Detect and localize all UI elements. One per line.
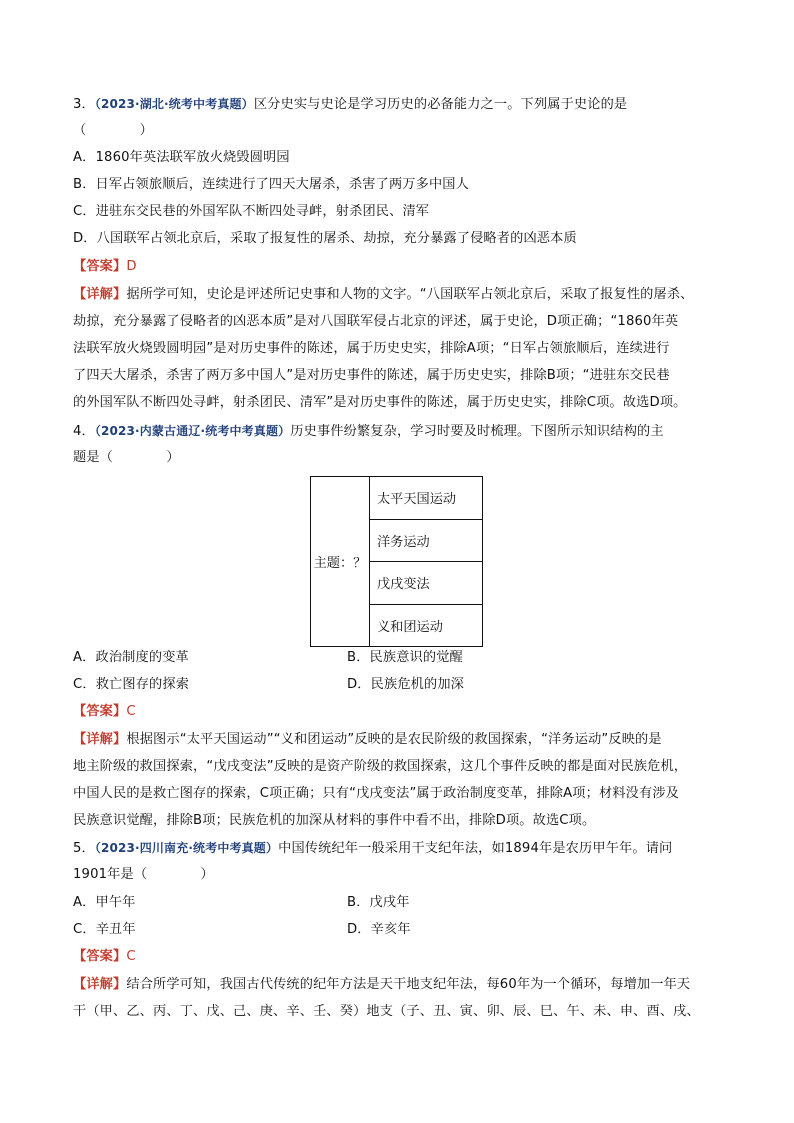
q3-detail-line-2: 劫掠，充分暴露了侵略者的凶恶本质”是对八国联军侵占北京的评述，属于史论，D项正确；“1860年英 [73, 314, 679, 329]
q5-source: （2023·四川南充·统考中考真题） [94, 841, 279, 855]
diagram-item-1: 太平天国运动 [370, 477, 483, 520]
q4-answer-value: C [126, 704, 136, 719]
q5-options-row-2 [73, 921, 733, 939]
q4-options-row-2 [73, 676, 733, 694]
q5-answer-tag: 【答案】 [73, 949, 127, 964]
q5-number: 5． [73, 841, 95, 856]
q4-option-a: A．政治制度的变革 [73, 650, 189, 665]
q3-answer [73, 258, 733, 276]
q4-answer [73, 703, 733, 721]
q3-detail-text: 据所学可知，史论是评述所记史事和人物的文字。“八国联军占领北京后，采取了报复性的屠杀、 [126, 287, 694, 302]
q4-options-row-1 [73, 649, 733, 667]
q4-detail-line-3: 中国人民的是救亡图存的探索，C项正确；只有“戊戌变法”属于政治制度变革，排除A项；材料没有涉及 [73, 786, 680, 801]
q5-detail-line-1 [73, 976, 733, 994]
q5-stem [73, 839, 733, 858]
q4-answer-tag: 【答案】 [73, 704, 127, 719]
q3-option-d: D．八国联军占领北京后，采取了报复性的屠杀、劫掠，充分暴露了侵略者的凶恶本质 [73, 231, 577, 246]
q5-option-b: B．戊戌年 [347, 895, 410, 910]
knowledge-structure-diagram [310, 476, 483, 647]
q3-detail-tag: 【详解】 [73, 287, 127, 302]
q3-number: 3． [73, 97, 95, 112]
q4-option-c: C．救亡图存的探索 [73, 677, 190, 692]
q3-option-b: B．日军占领旅顺后，连续进行了四天大屠杀，杀害了两万多中国人 [73, 177, 469, 192]
q3-blank: （ ） [73, 123, 154, 138]
q4-stem-text: 历史事件纷繁复杂，学习时要及时梳理。下图所示知识结构的主 [290, 424, 664, 439]
q4-number: 4． [73, 424, 95, 439]
q4-stem [73, 422, 733, 441]
diagram-item-3: 戊戌变法 [370, 562, 483, 605]
q3-detail-line-3: 法联军放火烧毁圆明园”是对历史事件的陈述，属于历史史实，排除A项；“日军占领旅顺后，连续进行 [73, 341, 670, 356]
q3-answer-value: D [126, 259, 137, 274]
q3-source: （2023·湖北·统考中考真题） [94, 97, 254, 111]
q4-detail-line-2: 地主阶级的救国探索，“戊戌变法”反映的是资产阶级的救国探索，这几个事件反映的都是面对民族危机， [73, 759, 688, 774]
q5-option-a: A．甲午年 [73, 895, 136, 910]
q4-detail-line-4: 民族意识觉醒，排除B项；民族危机的加深从材料的事件中看不出，排除D项。故选C项。 [73, 813, 596, 828]
q4-detail-tag: 【详解】 [73, 732, 127, 747]
q3-answer-tag: 【答案】 [73, 259, 127, 274]
diagram-item-4: 义和团运动 [370, 604, 483, 647]
q5-stem-text: 中国传统纪年一般采用干支纪年法，如1894年是农历甲午年。请问 [278, 841, 673, 856]
q5-option-d: D．辛亥年 [347, 922, 411, 937]
q3-option-a: A．1860年英法联军放火烧毁圆明园 [73, 150, 290, 165]
q4-stem-line-2: 题是（ ） [73, 450, 180, 465]
q5-option-c: C．辛丑年 [73, 922, 136, 937]
q4-option-d: D．民族危机的加深 [347, 677, 465, 692]
diagram-item-2: 洋务运动 [370, 519, 483, 562]
q3-stem-text: 区分史实与史论是学习历史的必备能力之一。下列属于史论的是 [253, 97, 628, 112]
q5-stem-line-2: 1901年是（ ） [73, 867, 214, 882]
q5-options-row-1 [73, 894, 733, 912]
q5-detail-text: 结合所学可知，我国古代传统的纪年方法是天干地支纪年法，每60年为一个循环，每增加一年天 [126, 977, 691, 992]
q3-option-c: C．进驻东交民巷的外国军队不断四处寻衅，射杀团民、清军 [73, 204, 430, 219]
q4-option-b: B．民族意识的觉醒 [347, 650, 463, 665]
q5-detail-tag: 【详解】 [73, 977, 127, 992]
q5-answer [73, 948, 733, 966]
q5-answer-value: C [126, 949, 136, 964]
q4-detail-text: 根据图示“太平天国运动”“义和团运动”反映的是农民阶级的救国探索，“洋务运动”反映的是 [126, 732, 662, 747]
q4-detail-line-1 [73, 731, 733, 749]
q3-detail-line-4: 了四天大屠杀，杀害了两万多中国人”是对历史事件的陈述，属于历史史实，排除B项；“进驻东交民巷 [73, 368, 670, 383]
q5-detail-line-2: 干（甲、乙、丙、丁、戊、己、庚、辛、壬、癸）地支（子、丑、寅、卯、辰、巳、午、未、申、酉、戌、 [73, 1004, 700, 1019]
q4-source: （2023·内蒙古通辽·统考中考真题） [94, 424, 291, 438]
q3-detail-line-5: 的外国军队不断四处寻衅，射杀团民、清军”是对历史事件的陈述，属于历史史实，排除C项。故选D项。 [73, 395, 687, 410]
diagram-theme: 主题：？ [311, 477, 370, 647]
q3-stem [73, 95, 733, 114]
q3-detail-line-1 [73, 286, 733, 304]
